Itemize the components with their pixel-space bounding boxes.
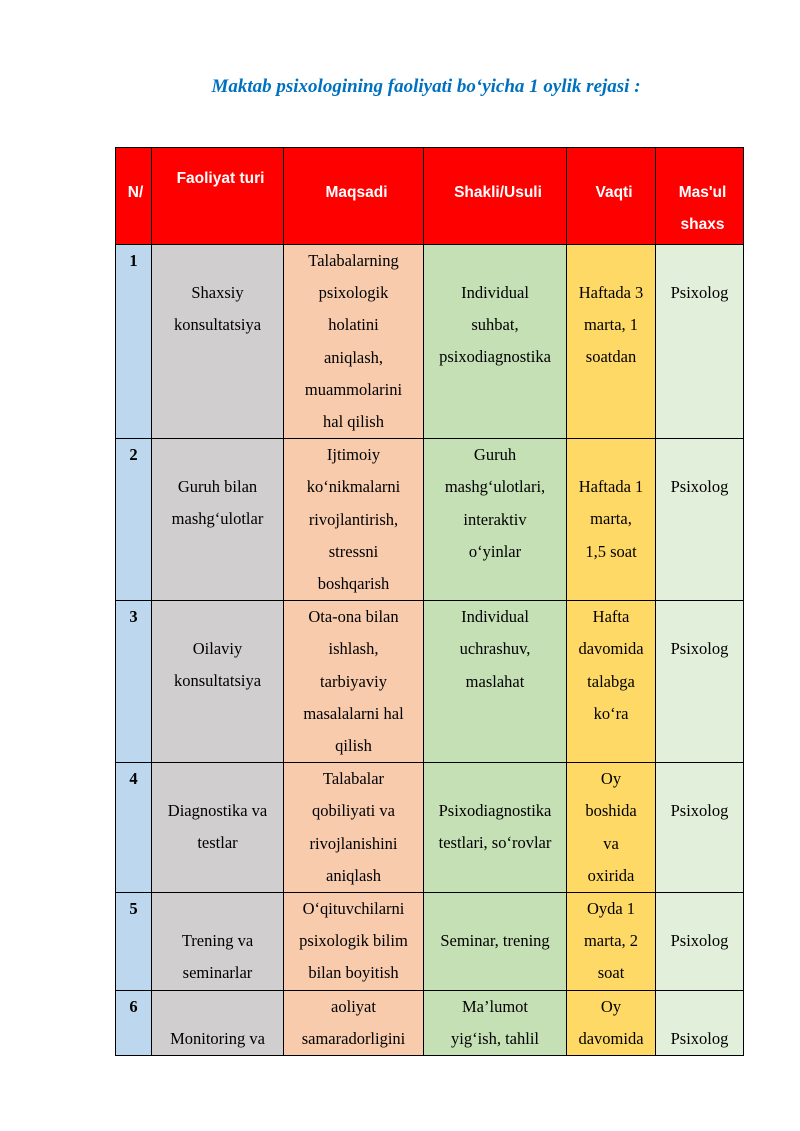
cell-line: suhbat,	[471, 315, 519, 335]
cell-line: Haftada 1	[578, 477, 644, 497]
header-purpose: Maqsadi	[284, 148, 424, 245]
time-cell	[567, 439, 656, 601]
cell-line: maslahat	[465, 671, 525, 691]
table-header-row	[116, 148, 744, 245]
cell-line: O‘qituvchilarni	[302, 899, 405, 919]
activity-type-cell	[152, 893, 284, 991]
table-row	[116, 439, 744, 601]
cell-line: Oilaviy	[192, 639, 243, 659]
cell-line: aniqlash,	[323, 347, 384, 367]
row-number: 1	[116, 245, 152, 439]
cell-line: Ma’lumot	[462, 996, 528, 1016]
cell-line: oxirida	[587, 865, 635, 885]
cell-line: psixologik bilim	[299, 931, 408, 951]
cell-line: testlar	[197, 833, 238, 853]
cell-line: testlari, so‘rovlar	[438, 833, 552, 853]
cell-line: rivojlantirish,	[308, 509, 399, 529]
cell-line: psixodiagnostika	[439, 347, 551, 367]
responsible-cell: Psixolog	[656, 893, 744, 991]
time-cell	[567, 893, 656, 991]
cell-line: Oy	[600, 769, 622, 789]
responsible-cell: Psixolog	[656, 990, 744, 1055]
form-method-cell	[424, 601, 567, 763]
cell-line: qobiliyati va	[312, 801, 395, 821]
cell-line: Guruh bilan	[177, 477, 258, 497]
table-row	[116, 601, 744, 763]
responsible-cell: Psixolog	[656, 245, 744, 439]
cell-line: rivojlanishini	[309, 833, 398, 853]
plan-table	[115, 147, 744, 1056]
activity-type-cell	[152, 245, 284, 439]
header-time: Vaqti	[567, 148, 656, 245]
purpose-cell	[284, 990, 424, 1055]
time-cell	[567, 245, 656, 439]
cell-line: interaktiv	[463, 509, 527, 529]
cell-line: va	[603, 833, 619, 853]
cell-line: Psixodiagnostika	[438, 801, 552, 821]
cell-line: holatini	[328, 315, 379, 335]
cell-line: talabga	[587, 671, 635, 691]
responsible-cell: Psixolog	[656, 601, 744, 763]
cell-line: davomida	[578, 639, 644, 659]
cell-line: muammolarini	[304, 379, 403, 399]
row-number: 5	[116, 893, 152, 991]
cell-line: ishlash,	[328, 639, 379, 659]
cell-line: Ota-ona bilan	[308, 607, 399, 627]
row-number: 6	[116, 990, 152, 1055]
purpose-cell	[284, 245, 424, 439]
cell-line: Oyda 1	[586, 899, 636, 919]
time-cell	[567, 601, 656, 763]
cell-line: hal qilish	[323, 412, 384, 432]
cell-line: marta,	[590, 509, 632, 529]
form-method-cell	[424, 439, 567, 601]
table-row	[116, 245, 744, 439]
responsible-cell: Psixolog	[656, 439, 744, 601]
cell-line: ko‘nikmalarni	[306, 477, 401, 497]
cell-line: Monitoring va	[170, 1028, 265, 1048]
cell-line: marta, 2	[583, 931, 639, 951]
cell-line: mashg‘ulotlari,	[444, 477, 546, 497]
purpose-cell	[284, 439, 424, 601]
purpose-cell	[284, 763, 424, 893]
form-method-cell	[424, 245, 567, 439]
table-row	[116, 893, 744, 991]
cell-line: Haftada 3	[578, 283, 644, 302]
form-method-cell	[424, 990, 567, 1055]
cell-line: Guruh	[473, 445, 517, 465]
document-title: Maktab psixologining faoliyati bo‘yicha 1 oylik rejasi :	[211, 76, 641, 97]
purpose-cell	[284, 601, 424, 763]
activity-type-cell	[152, 439, 284, 601]
form-method-cell	[424, 893, 567, 991]
cell-line: Ijtimoiy	[326, 445, 381, 465]
cell-line: aniqlash	[326, 865, 381, 885]
cell-line: davomida	[578, 1028, 644, 1048]
cell-line: Diagnostika va	[167, 801, 268, 821]
row-number: 4	[116, 763, 152, 893]
cell-line: soat	[597, 963, 625, 983]
cell-line: Oy	[600, 996, 622, 1016]
cell-line: Individual	[461, 607, 529, 627]
table-row	[116, 990, 744, 1055]
cell-line: stressni	[328, 541, 379, 561]
row-number: 3	[116, 601, 152, 763]
cell-line: yig‘ish, tahlil	[451, 1028, 539, 1048]
cell-line: aoliyat	[331, 996, 376, 1016]
header-form-method: Shakli/Usuli	[424, 148, 567, 245]
cell-line: Shaxsiy	[191, 283, 244, 302]
cell-line: psixologik	[318, 283, 389, 303]
cell-line: Hafta	[592, 607, 630, 627]
time-cell	[567, 763, 656, 893]
purpose-cell	[284, 893, 424, 991]
cell-line: boshqarish	[317, 574, 390, 594]
header-activity-type: Faoliyat turi	[152, 148, 284, 245]
cell-line: tarbiyaviy	[320, 671, 387, 691]
cell-line: samaradorligini	[301, 1028, 406, 1048]
cell-line: seminarlar	[182, 963, 253, 983]
cell-line: uchrashuv,	[459, 639, 531, 659]
cell-line: Seminar, trening	[440, 931, 550, 951]
row-number: 2	[116, 439, 152, 601]
cell-line: marta, 1	[583, 315, 639, 335]
activity-type-cell	[152, 763, 284, 893]
cell-line: Trening va	[181, 931, 254, 951]
header-number: N/	[116, 148, 152, 245]
cell-line: soatdan	[585, 347, 637, 367]
time-cell	[567, 990, 656, 1055]
cell-line: ko‘ra	[593, 703, 629, 723]
cell-line: 1,5 soat	[585, 541, 637, 561]
cell-line: Individual	[461, 283, 529, 302]
activity-type-cell	[152, 601, 284, 763]
form-method-cell	[424, 763, 567, 893]
activity-type-cell	[152, 990, 284, 1055]
cell-line: boshida	[585, 801, 637, 821]
responsible-cell: Psixolog	[656, 763, 744, 893]
cell-line: Talabalarning	[308, 251, 399, 270]
cell-line: mashg‘ulotlar	[171, 509, 264, 529]
cell-line: Talabalar	[322, 769, 385, 789]
table-row	[116, 763, 744, 893]
cell-line: qilish	[335, 736, 372, 756]
cell-line: bilan boyitish	[308, 963, 399, 983]
cell-line: o‘yinlar	[468, 541, 522, 561]
cell-line: masalalarni hal	[303, 703, 404, 723]
header-responsible: Mas'ul shaxs	[656, 148, 744, 245]
cell-line: konsultatsiya	[173, 315, 262, 335]
cell-line: konsultatsiya	[173, 671, 262, 691]
